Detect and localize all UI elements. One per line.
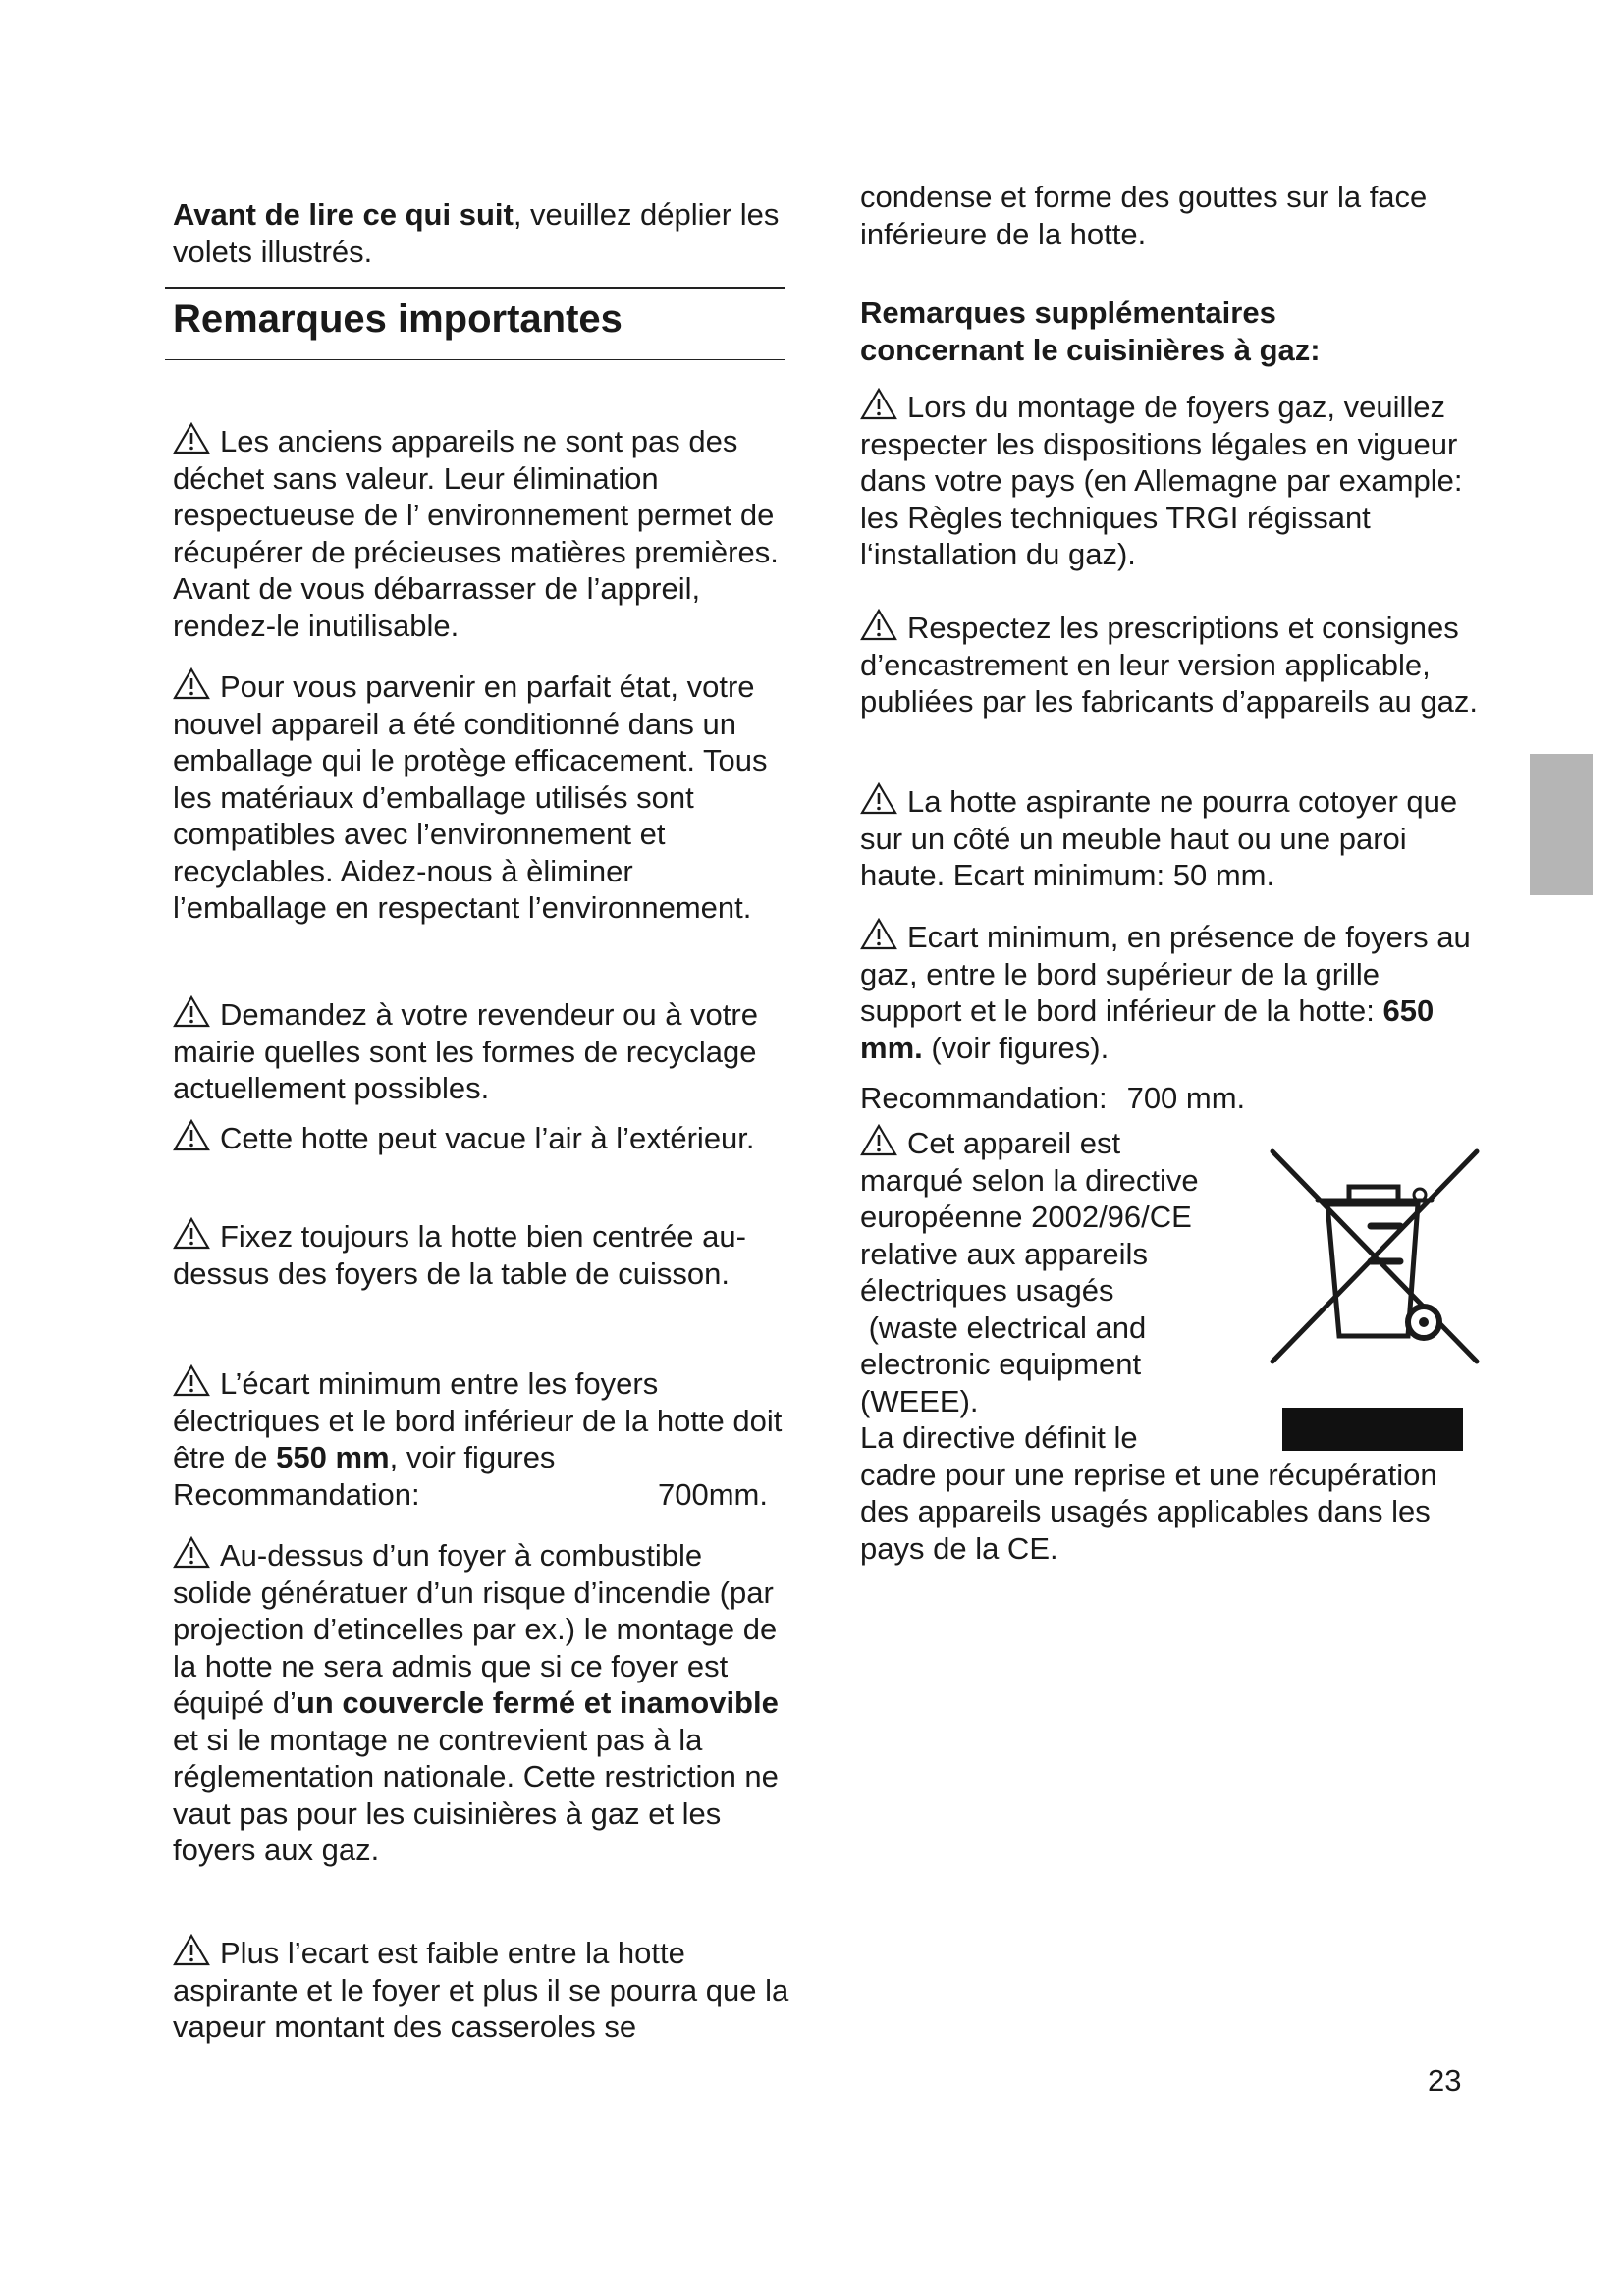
weee-line: relative aux appareils <box>860 1236 1148 1271</box>
recommendation-value: 700mm. <box>658 1476 768 1512</box>
warning-triangle-icon <box>173 1536 210 1569</box>
page-number: 23 <box>1428 2063 1462 2098</box>
weee-line: électriques usagés <box>860 1273 1114 1308</box>
weee-line: (waste electrical and <box>860 1309 1147 1345</box>
note-exhaust: Cette hotte peut vacue l’air à l’extérieur. <box>173 1119 755 1157</box>
recommendation-row <box>860 1080 1489 1117</box>
warning-triangle-icon <box>173 1119 210 1151</box>
warning-triangle-icon <box>860 388 897 420</box>
note-centering: Fixez toujours la hotte bien centrée au-dessus des foyers de la table de cuisson. <box>173 1219 746 1291</box>
weee-line: européenne 2002/96/CE <box>860 1200 1192 1234</box>
title-rule-bottom <box>165 359 785 360</box>
note-side-cabinet: La hotte aspirante ne pourra cotoyer que sur un côté un meuble haut ou une paroi haute. Ecart minimum: 50 mm. <box>860 784 1458 892</box>
gas-subheading: Remarques supplémentaires concernant le cuisinières à gaz: <box>860 295 1321 367</box>
weee-line: La directive définit le <box>860 1420 1138 1455</box>
intro-rest: , veuillez déplier les volets illustrés. <box>173 197 780 269</box>
warning-triangle-icon <box>173 995 210 1028</box>
continuation-paragraph: condense et forme des gouttes sur la face inférieure de la hotte. <box>860 180 1428 251</box>
warning-triangle-icon <box>173 1934 210 1966</box>
note-dealer: Demandez à votre revendeur ou à votre mairie quelles sont les formes de recyclage actuellement possibles. <box>173 997 758 1105</box>
recommendation-label: Recommandation: <box>860 1081 1108 1115</box>
note-gas-regulations: Lors du montage de foyers gaz, veuillez respecter les dispositions légales en vigueur dans votre pays (en Allemagne par example: les Règles techniques TRGI régissant l‘installation du gaz). <box>860 390 1463 571</box>
intro-paragraph <box>173 196 782 270</box>
weee-line: marqué selon la directive <box>860 1162 1199 1198</box>
recommendation-value: 700 mm. <box>1126 1081 1246 1115</box>
note-installation-prescriptions: Respectez les prescriptions et consignes d’encastrement en leur version applicable, publiées par les fabricants d’appareils au gaz. <box>860 611 1478 719</box>
warning-triangle-icon <box>173 1217 210 1250</box>
note-packaging: Pour vous parvenir en parfait état, votre nouvel appareil a été conditionné dans un emballage qui le protège efficacement. Tous les matériaux d’emballage utilisés sont compatibles avec l’environnement et recyclables. Aidez-nous à èliminer l’emballage en respectant l’environnement. <box>173 669 768 925</box>
weee-line: Cet appareil est <box>860 1124 1489 1162</box>
note-solid-fuel: Au-dessus d’un foyer à combustible solide génératuer d’un risque d’incendie (par projection d’etincelles par ex.) le montage de la hotte ne sera admis que si ce foyer est équipé d’un couvercle fermé et inamovible et si le montage ne contrevient pas à la réglementation nationale. Cette restriction ne vaut pas pour les cuisinières à gaz et les foyers aux gaz. <box>173 1538 779 1867</box>
intro-bold: Avant de lire ce qui suit <box>173 197 514 232</box>
recommendation-row <box>173 1476 768 1514</box>
side-tab-marker <box>1530 754 1593 895</box>
weee-tail: cadre pour une reprise et une récupération des appareils usagés applicables dans les pays de la CE. <box>860 1457 1437 1566</box>
weee-line: (WEEE). <box>860 1383 979 1418</box>
weee-line: electronic equipment <box>860 1347 1142 1381</box>
warning-triangle-icon <box>173 667 210 700</box>
section-title: Remarques importantes <box>173 297 623 341</box>
warning-triangle-icon <box>860 609 897 641</box>
recommendation-label: Recommandation: <box>173 1476 420 1512</box>
weee-crossed-bin-icon <box>1267 1144 1485 1369</box>
warning-triangle-icon <box>173 1364 210 1397</box>
weee-black-bar <box>1282 1408 1463 1451</box>
note-steam: Plus l’ecart est faible entre la hotte aspirante et le foyer et plus il se pourra que la vapeur montant des casseroles se <box>173 1936 789 2044</box>
warning-triangle-icon <box>860 1124 897 1156</box>
note-recycling: Les anciens appareils ne sont pas des déchet sans valeur. Leur élimination respectueuse de l’ environnement permet de récupérer de précieuses matières premières. Avant de vous débarrasser de l’appreil, rendez-le inutilisable. <box>173 424 779 643</box>
title-rule-top <box>165 287 785 289</box>
note-electric-distance: L’écart minimum entre les foyers électriques et le bord inférieur de la hotte doit être de 550 mm, voir figures Recommandation: 700mm. <box>173 1366 783 1512</box>
note-gas-distance: Ecart minimum, en présence de foyers au gaz, entre le bord supérieur de la grille support et le bord inférieur de la hotte: 650 mm. (voir figures). Recommandation: 700 mm. <box>860 918 1489 1117</box>
warning-triangle-icon <box>173 422 210 454</box>
warning-triangle-icon <box>860 918 897 950</box>
warning-triangle-icon <box>860 782 897 815</box>
